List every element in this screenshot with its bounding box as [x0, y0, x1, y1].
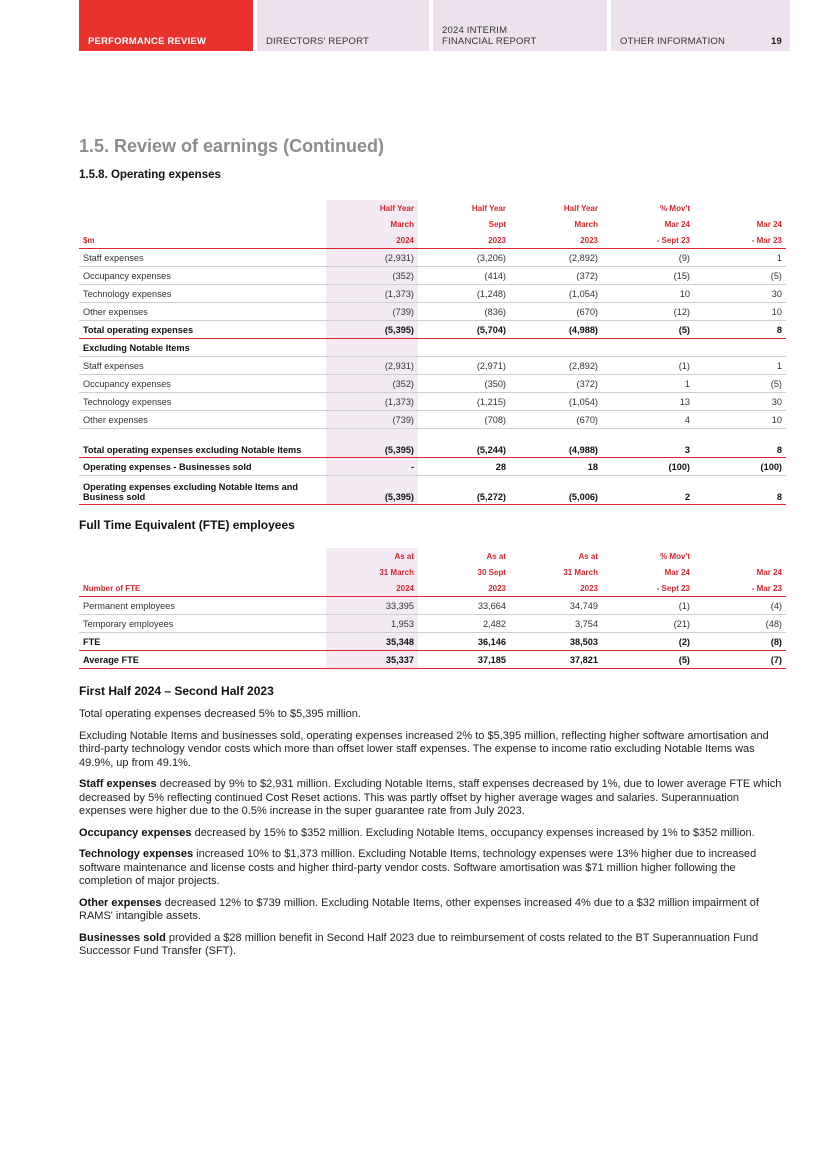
column-header	[694, 548, 786, 564]
row-label: Excluding Notable Items	[79, 339, 326, 357]
table-row	[79, 393, 786, 411]
table-row	[79, 411, 786, 429]
fte-title: Full Time Equivalent (FTE) employees	[79, 518, 295, 532]
table-cell: (5)	[694, 375, 786, 393]
table-cell: 30	[694, 393, 786, 411]
table-cell: 34,749	[510, 597, 602, 615]
table-cell: (5)	[694, 267, 786, 285]
table-cell: 37,185	[418, 651, 510, 669]
table-cell: (5,395)	[326, 429, 418, 458]
column-header: 2023	[418, 580, 510, 597]
row-label: Occupancy expenses	[79, 267, 326, 285]
table-cell: (48)	[694, 615, 786, 633]
table-cell: (670)	[510, 411, 602, 429]
table-cell: (372)	[510, 375, 602, 393]
table-cell: (836)	[418, 303, 510, 321]
table-cell: (739)	[326, 303, 418, 321]
table-cell: (1,215)	[418, 393, 510, 411]
table-cell: 10	[694, 303, 786, 321]
empty-cell	[326, 339, 418, 357]
table-cell: (5,395)	[326, 476, 418, 505]
table-cell: (5,272)	[418, 476, 510, 505]
column-header: Mar 24	[664, 567, 690, 577]
table-cell: (1,054)	[510, 393, 602, 411]
table-cell: 10	[602, 285, 694, 303]
table-cell: 3	[602, 429, 694, 458]
table-cell: (739)	[326, 411, 418, 429]
paragraph-lead: Businesses sold	[79, 931, 166, 944]
row-label: Staff expenses	[79, 249, 326, 267]
row-label: Other expenses	[79, 411, 326, 429]
column-header: 2023	[510, 232, 602, 249]
table-cell: (4)	[694, 597, 786, 615]
row-label: Staff expenses	[79, 357, 326, 375]
section-title: 1.5. Review of earnings (Continued)	[79, 136, 385, 156]
column-header: As at	[486, 551, 506, 561]
table-row	[79, 458, 786, 476]
table-cell: (2,892)	[510, 249, 602, 267]
paragraph-lead: Other expenses	[79, 896, 162, 909]
column-header: 31 March	[326, 564, 418, 580]
table-cell: (670)	[510, 303, 602, 321]
column-header	[79, 548, 326, 564]
tab-label	[442, 25, 537, 47]
commentary-paragraph	[79, 778, 789, 819]
table-row	[79, 429, 786, 458]
tab-label-line1: 2024 INTERIM	[442, 25, 508, 36]
table-row	[79, 651, 786, 669]
commentary-paragraph	[79, 708, 789, 722]
table-cell: 35,348	[326, 633, 418, 651]
row-label: FTE	[79, 633, 326, 651]
table-cell: 38,503	[510, 633, 602, 651]
column-header: - Sept 23	[602, 580, 694, 597]
row-label: Technology expenses	[79, 285, 326, 303]
table-cell: (100)	[602, 458, 694, 476]
table-cell: (2,931)	[326, 357, 418, 375]
table-cell: 13	[602, 393, 694, 411]
table-cell: (12)	[602, 303, 694, 321]
empty-cell	[602, 339, 694, 357]
table-cell: (1,054)	[510, 285, 602, 303]
table-cell: (372)	[510, 267, 602, 285]
column-header: 2024	[326, 232, 418, 249]
paragraph-text: decreased 12% to $739 million. Excluding Notable Items, other expenses increased 4% due to a $32 million impairment of RAMS' intangible assets.	[79, 896, 759, 922]
column-header: 2023	[510, 580, 602, 597]
table-header-row	[79, 200, 786, 216]
column-header: Half Year	[563, 203, 598, 213]
paragraph-text: Total operating expenses decreased 5% to $5,395 million.	[79, 708, 361, 720]
empty-cell	[694, 339, 786, 357]
page-number: 19	[771, 36, 782, 47]
column-header: March	[326, 216, 418, 232]
table-cell: 8	[694, 321, 786, 339]
column-header: Half Year	[471, 203, 506, 213]
subsection-title: 1.5.8. Operating expenses	[79, 169, 221, 181]
table-cell: (5,006)	[510, 476, 602, 505]
table-cell: 37,821	[510, 651, 602, 669]
top-navigation	[0, 0, 825, 52]
table-header-row	[79, 564, 786, 580]
column-header: Half Year	[326, 200, 418, 216]
table-cell: (15)	[602, 267, 694, 285]
table-header-row	[79, 580, 786, 597]
column-header	[79, 200, 326, 216]
table-row	[79, 633, 786, 651]
column-header: % Mov't	[660, 203, 690, 213]
table-cell: 35,337	[326, 651, 418, 669]
column-header: Mar 24	[664, 219, 690, 229]
commentary-title: First Half 2024 – Second Half 2023	[79, 684, 274, 698]
table-cell: (352)	[326, 267, 418, 285]
row-label: Total operating expenses excluding Notable Items	[79, 429, 326, 458]
tab-label: OTHER INFORMATION	[620, 36, 726, 47]
table-cell: 28	[418, 458, 510, 476]
table-row	[79, 321, 786, 339]
row-label: Technology expenses	[79, 393, 326, 411]
column-header: 30 Sept	[477, 567, 506, 577]
table-header-row	[79, 232, 786, 249]
column-header: As at	[578, 551, 598, 561]
table-cell: 8	[694, 476, 786, 505]
table-row	[79, 357, 786, 375]
column-header: 2024	[326, 580, 418, 597]
empty-cell	[510, 339, 602, 357]
tab-directors-report[interactable]	[257, 0, 429, 51]
commentary-paragraph	[79, 848, 789, 889]
table-cell: (4,988)	[510, 321, 602, 339]
table-cell: (350)	[418, 375, 510, 393]
table-cell: (1)	[602, 597, 694, 615]
table-cell: 3,754	[510, 615, 602, 633]
table-cell: (2,931)	[326, 249, 418, 267]
column-header: Sept	[488, 219, 506, 229]
fte-table	[79, 548, 786, 669]
table-cell: (1,373)	[326, 393, 418, 411]
table-cell: 1	[602, 375, 694, 393]
table-cell: 36,146	[418, 633, 510, 651]
column-header: March	[574, 219, 598, 229]
column-header: As at	[326, 548, 418, 564]
paragraph-text: provided a $28 million benefit in Second Half 2023 due to reimbursement of costs related to the BT Superannuation Fund Successor Fund Transfer (SFT).	[79, 931, 759, 957]
table-cell: 2	[602, 476, 694, 505]
table-cell: 10	[694, 411, 786, 429]
table-row	[79, 249, 786, 267]
column-header: $m	[79, 232, 326, 249]
column-header	[694, 200, 786, 216]
row-label: Total operating expenses	[79, 321, 326, 339]
tab-label: DIRECTORS' REPORT	[266, 36, 370, 47]
commentary-paragraph	[79, 730, 789, 771]
table-cell: (100)	[694, 458, 786, 476]
commentary-paragraph	[79, 897, 789, 924]
table-cell: 1,953	[326, 615, 418, 633]
column-header: Mar 24	[756, 567, 782, 577]
table-cell: (9)	[602, 249, 694, 267]
table-cell: (414)	[418, 267, 510, 285]
operating-expenses-table	[79, 200, 786, 505]
table-cell: 8	[694, 429, 786, 458]
paragraph-text: increased 10% to $1,373 million. Excluding Notable Items, technology expenses were 13% higher due to increased software maintenance and license costs and higher third-party vendor costs. Software amortisation was $71 million higher following the completion of major projects.	[79, 848, 757, 887]
paragraph-text: decreased by 9% to $2,931 million. Excluding Notable Items, staff expenses decreased by 1%, due to lower average FTE which decreased by 5% reflecting continued Cost Reset actions. This was partly offset by higher average wages and salaries. Superannuation expenses were higher due to the 0.5% increase in the super guarantee rate from July 2023.	[79, 778, 782, 817]
table-header-row	[79, 548, 786, 564]
table-cell: 33,395	[326, 597, 418, 615]
table-cell: (5,244)	[418, 429, 510, 458]
table-cell: 2,482	[418, 615, 510, 633]
column-header: 31 March	[563, 567, 598, 577]
tab-performance-review[interactable]	[79, 0, 253, 51]
table-cell: (1,373)	[326, 285, 418, 303]
row-label: Temporary employees	[79, 615, 326, 633]
table-row	[79, 476, 786, 505]
row-label: Occupancy expenses	[79, 375, 326, 393]
table-cell: (5,704)	[418, 321, 510, 339]
tab-interim-financial-report[interactable]	[433, 0, 607, 51]
table-cell: -	[326, 458, 418, 476]
table-cell: (5,395)	[326, 321, 418, 339]
table-row	[79, 615, 786, 633]
table-cell: (2,892)	[510, 357, 602, 375]
table-cell: 1	[694, 249, 786, 267]
table-row	[79, 375, 786, 393]
table-cell: 33,664	[418, 597, 510, 615]
tab-label: PERFORMANCE REVIEW	[88, 36, 207, 47]
row-label: Operating expenses - Businesses sold	[79, 458, 326, 476]
table-row	[79, 597, 786, 615]
table-cell: (5)	[602, 651, 694, 669]
paragraph-lead: Occupancy expenses	[79, 826, 192, 839]
row-label: Average FTE	[79, 651, 326, 669]
table-cell: (2)	[602, 633, 694, 651]
row-label: Permanent employees	[79, 597, 326, 615]
column-header: 2023	[418, 232, 510, 249]
column-header: % Mov't	[660, 551, 690, 561]
column-header	[79, 216, 326, 232]
tab-label-line2: FINANCIAL REPORT	[442, 36, 537, 47]
commentary-body	[79, 708, 789, 967]
table-cell: (2,971)	[418, 357, 510, 375]
table-row	[79, 303, 786, 321]
paragraph-lead: Technology expenses	[79, 848, 194, 860]
table-header-row	[79, 216, 786, 232]
table-row	[79, 285, 786, 303]
table-row	[79, 339, 786, 357]
table-cell: (1)	[602, 357, 694, 375]
table-cell: 1	[694, 357, 786, 375]
tab-other-information[interactable]	[611, 0, 790, 51]
column-header: Number of FTE	[79, 580, 326, 597]
paragraph-text: decreased by 15% to $352 million. Excluding Notable Items, occupancy expenses increased by 1% to $352 million.	[191, 826, 755, 839]
paragraph-text: Excluding Notable Items and businesses sold, operating expenses increased 2% to $5,395 million, reflecting higher software amortisation and third-party technology vendor costs which more than offset lower staff expenses. The expense to income ratio excluding Notable Items was 49.9%, up from 49.1%.	[79, 729, 769, 769]
commentary-paragraph	[79, 827, 789, 841]
column-header	[79, 564, 326, 580]
table-cell: (8)	[694, 633, 786, 651]
commentary-paragraph	[79, 932, 789, 959]
empty-cell	[418, 339, 510, 357]
table-cell: (4,988)	[510, 429, 602, 458]
table-cell: (5)	[602, 321, 694, 339]
row-label: Other expenses	[79, 303, 326, 321]
table-cell: (21)	[602, 615, 694, 633]
table-cell: 30	[694, 285, 786, 303]
column-header: - Mar 23	[694, 580, 786, 597]
column-header: - Sept 23	[602, 232, 694, 249]
column-header: Mar 24	[756, 219, 782, 229]
paragraph-lead: Staff expenses	[79, 778, 157, 790]
table-cell: 18	[510, 458, 602, 476]
table-row	[79, 267, 786, 285]
table-cell: (3,206)	[418, 249, 510, 267]
table-cell: 4	[602, 411, 694, 429]
table-cell: (1,248)	[418, 285, 510, 303]
table-cell: (352)	[326, 375, 418, 393]
table-cell: (708)	[418, 411, 510, 429]
column-header: - Mar 23	[694, 232, 786, 249]
row-label: Operating expenses excluding Notable Items and Business sold	[79, 476, 326, 505]
table-cell: (7)	[694, 651, 786, 669]
